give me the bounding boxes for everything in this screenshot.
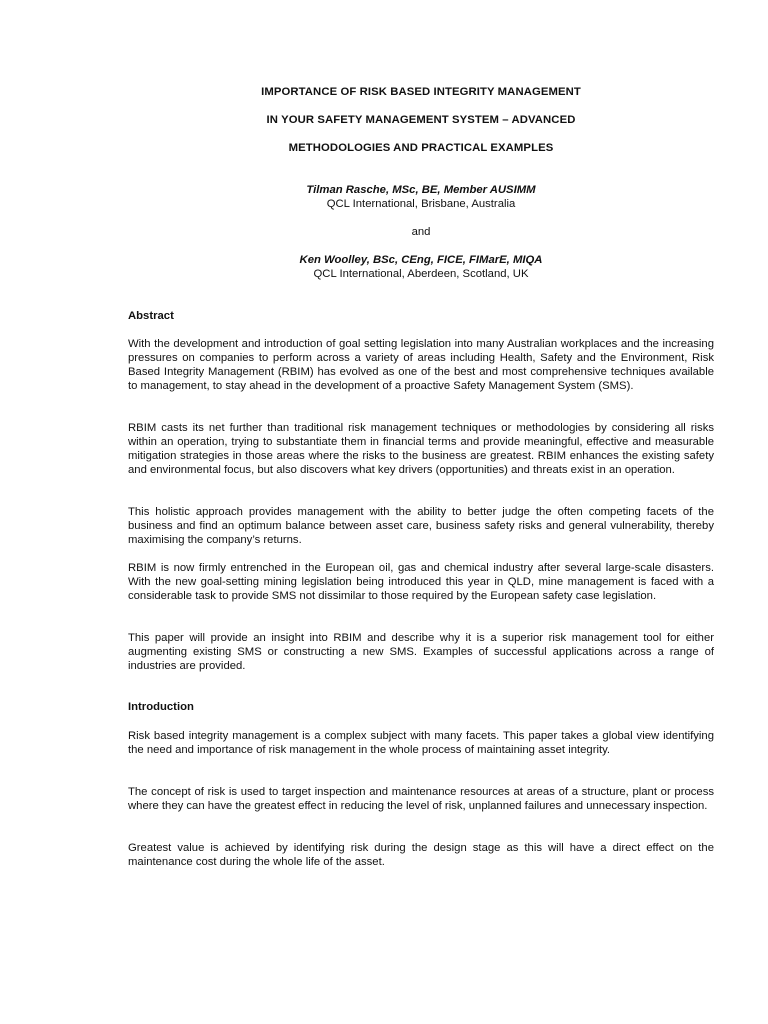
abstract-paragraph-1: With the development and introduction of goal setting legislation into many Australian workplaces and the increasing pressures on companies to perform across a variety of areas including Health, Safety and the Environment, Risk Based Integrity Management (RBIM) has evolved as one of the best and most comprehensive techniques available to management, to stay ahead in the development of a proactive Safety Management System (SMS). — [128, 338, 714, 392]
abstract-paragraph-2: RBIM casts its net further than traditional risk management techniques or methodologies by considering all risks within an operation, trying to substantiate them in financial terms and provide meaningful, effective and measurable mitigation strategies in those areas where the risks to the business are greatest. RBIM enhances the existing safety and environmental focus, but also discovers what key drivers (opportunities) and threats exist in an operation. — [128, 422, 714, 476]
abstract-paragraph-3: This holistic approach provides management with the ability to better judge the often competing facets of the business and find an optimum balance between asset care, business safety risks and general vulnerability, thereby maximising the company’s returns. — [128, 506, 714, 546]
title-line-1: IMPORTANCE OF RISK BASED INTEGRITY MANAGEMENT — [261, 86, 581, 98]
abstract-paragraph-4: RBIM is now firmly entrenched in the European oil, gas and chemical industry after several large-scale disasters. With the new goal-setting mining legislation being introduced this year in QLD, mine management is faced with a considerable task to provide SMS not dissimilar to those required by the European safety case legislation. — [128, 562, 714, 602]
title-line-3: METHODOLOGIES AND PRACTICAL EXAMPLES — [288, 142, 554, 154]
introduction-paragraph-2: The concept of risk is used to target inspection and maintenance resources at areas of a structure, plant or process where they can have the greatest effect in reducing the level of risk, unplanned failures and unnecessary inspection. — [128, 786, 714, 812]
introduction-paragraph-3: Greatest value is achieved by identifying risk during the design stage as this will have a direct effect on the maintenance cost during the whole life of the asset. — [128, 842, 714, 868]
and-separator: and — [411, 226, 431, 238]
abstract-paragraph-5: This paper will provide an insight into RBIM and describe why it is a superior risk management tool for either augmenting existing SMS or constructing a new SMS. Examples of successful applications across a range of industries are provided. — [128, 632, 714, 672]
abstract-heading: Abstract — [128, 310, 174, 322]
author-1-affiliation: QCL International, Brisbane, Australia — [326, 198, 516, 210]
introduction-heading: Introduction — [128, 701, 194, 713]
author-1-name: Tilman Rasche, MSc, BE, Member AUSIMM — [306, 184, 536, 196]
title-line-2: IN YOUR SAFETY MANAGEMENT SYSTEM – ADVANCED — [266, 114, 576, 126]
introduction-paragraph-1: Risk based integrity management is a complex subject with many facets. This paper takes a global view identifying the need and importance of risk management in the whole process of maintaining asset integrity. — [128, 730, 714, 756]
author-2-name: Ken Woolley, BSc, CEng, FICE, FIMarE, MIQA — [299, 254, 543, 266]
author-2-affiliation: QCL International, Aberdeen, Scotland, UK — [313, 268, 529, 280]
